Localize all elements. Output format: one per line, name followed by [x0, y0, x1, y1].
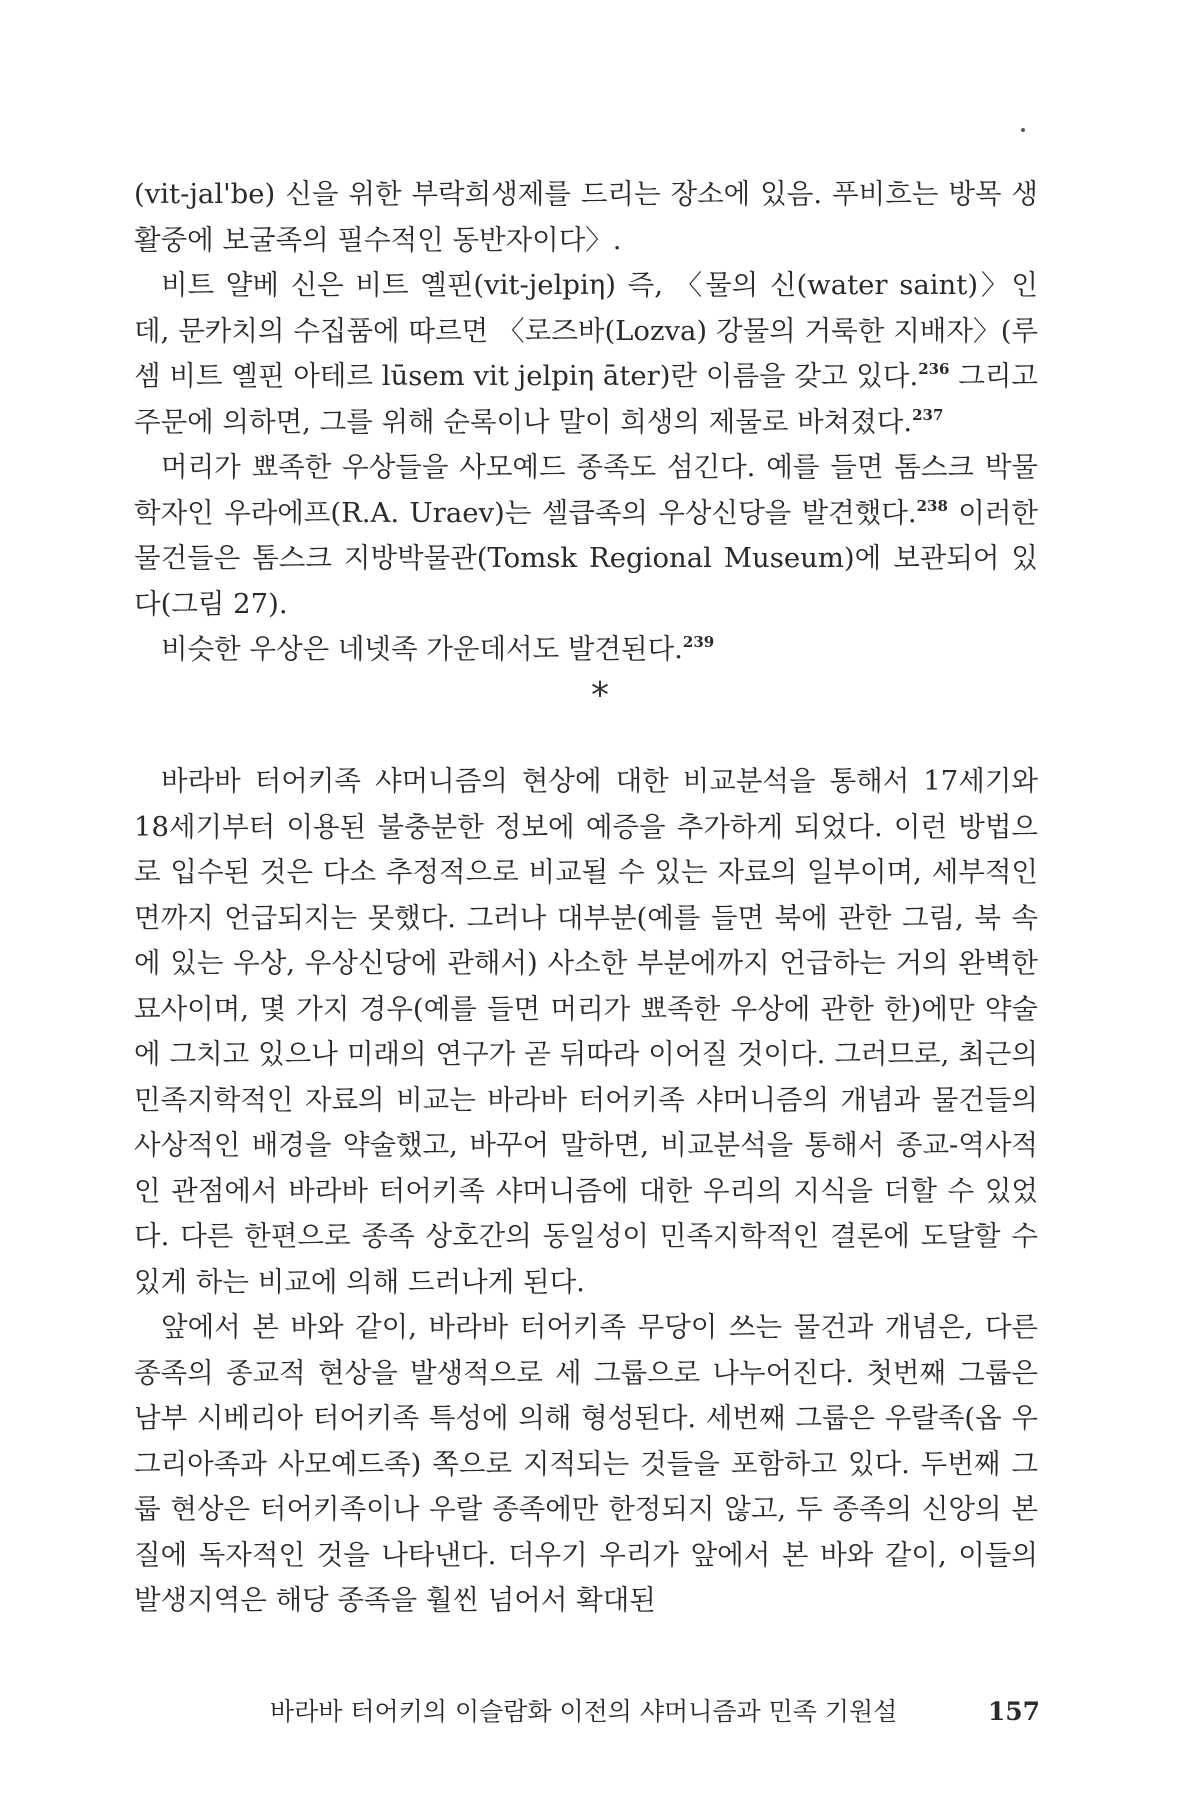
footnote-ref: 239	[682, 633, 715, 651]
text-block-bottom	[134, 759, 1038, 1624]
footnote-ref: 236	[918, 360, 950, 378]
paragraph-pointed-idols	[134, 445, 1038, 627]
running-title: 바라바 터어키의 이슬람화 이전의 샤머니즘과 민족 기원설	[270, 1697, 898, 1726]
paragraph-text-tail: 이러한 물건들은 톰스크 지방박물관(Tomsk Regional Museum)에 보관되어 있다(그림 27).	[134, 496, 1038, 620]
paragraph-text: 머리가 뾰족한 우상들을 사모예드 종족도 섬긴다. 예를 들면 톰스크 박물학자인 우라에프(R.A. Uraev)는 셀큽족의 우상신당을 발견했다.	[134, 451, 1038, 529]
paragraph-three-groups	[134, 1305, 1038, 1624]
paragraph-comparative-analysis	[134, 759, 1038, 1305]
section-separator: *	[591, 675, 609, 716]
page-footer	[270, 1692, 1040, 1732]
paragraph-text: 앞에서 본 바와 같이, 바라바 터어키족 무당이 쓰는 물건과 개념은, 다른 종족의 종교적 현상을 발생적으로 세 그룹으로 나누어진다. 첫번째 그룹은 남부 시베리아 터어키족 특성에 의해 형성된다. 세번째 그룹은 우랄족(옵 우그리아족과 사모예드족) 쪽으로 지적되는 것들을 포함하고 있다. 두번째 그룹 현상은 터어키족이나 우랄 종족에만 한정되지 않고, 두 종족의 신앙의 본질에 독자적인 것을 나타낸다. 더우기 우리가 앞에서 본 바와 같이, 이들의 발생지역은 해당 종족을 훨씬 넘어서 확대된	[134, 1311, 1038, 1616]
text-block-top	[134, 172, 1038, 673]
paragraph-text: 비트 얄베 신은 비트 옐핀(vit-jelpiη) 즉, 〈물의 신(water saint)〉인데, 문카치의 수집품에 따르면 〈로즈바(Lozva) 강물의 거룩한 지배자〉(루셈 비트 옐핀 아테르 lūsem vit jelpiη āter)란 이름을 갖고 있다.	[134, 269, 1038, 392]
print-speck	[1021, 128, 1025, 132]
paragraph-text: 바라바 터어키족 샤머니즘의 현상에 대한 비교분석을 통해서 17세기와 18세기부터 이용된 불충분한 정보에 예증을 추가하게 되었다. 이런 방법으로 입수된 것은 다소 추정적으로 비교될 수 있는 자료의 일부이며, 세부적인 면까지 언급되지는 못했다. 그러나 대부분(예를 들면 북에 관한 그림, 북 속에 있는 우상, 우상신당에 관해서) 사소한 부분에까지 언급하는 거의 완벽한 묘사이며, 몇 가지 경우(예를 들면 머리가 뾰족한 우상에 관한 한)에만 약술에 그치고 있으나 미래의 연구가 곧 뒤따라 이어질 것이다. 그러므로, 최근의 민족지학적인 자료의 비교는 바라바 터어키족 샤머니즘의 개념과 물건들의 사상적인 배경을 약술했고, 바꾸어 말하면, 비교분석을 통해서 종교-역사적인 관점에서 바라바 터어키족 샤머니즘에 대한 우리의 지식을 더할 수 있었다. 다른 한편으로 종족 상호간의 동일성이 민족지학적인 결론에 도달할 수 있게 하는 비교에 의해 드러나게 된다.	[134, 765, 1038, 1298]
paragraph-continuation	[134, 172, 1038, 263]
page-number: 157	[987, 1697, 1040, 1726]
paragraph-vit-jelpin	[134, 263, 1038, 445]
paragraph-nenets	[134, 627, 1038, 673]
footnote-ref: 238	[916, 496, 948, 515]
footnote-ref: 237	[912, 405, 944, 424]
paragraph-text: 비슷한 우상은 네넷족 가운데서도 발견된다.	[161, 633, 683, 665]
paragraph-text-tail: 그리고 주문에 의하면, 그를 위해 순록이나 말이 희생의 제물로 바쳐졌다.	[134, 360, 1038, 438]
paragraph-text: (vit-jal'be) 신을 위한 부락희생제를 드리는 장소에 있음. 푸비흐는 방목 생활중에 보굴족의 필수적인 동반자이다〉.	[134, 178, 1038, 256]
